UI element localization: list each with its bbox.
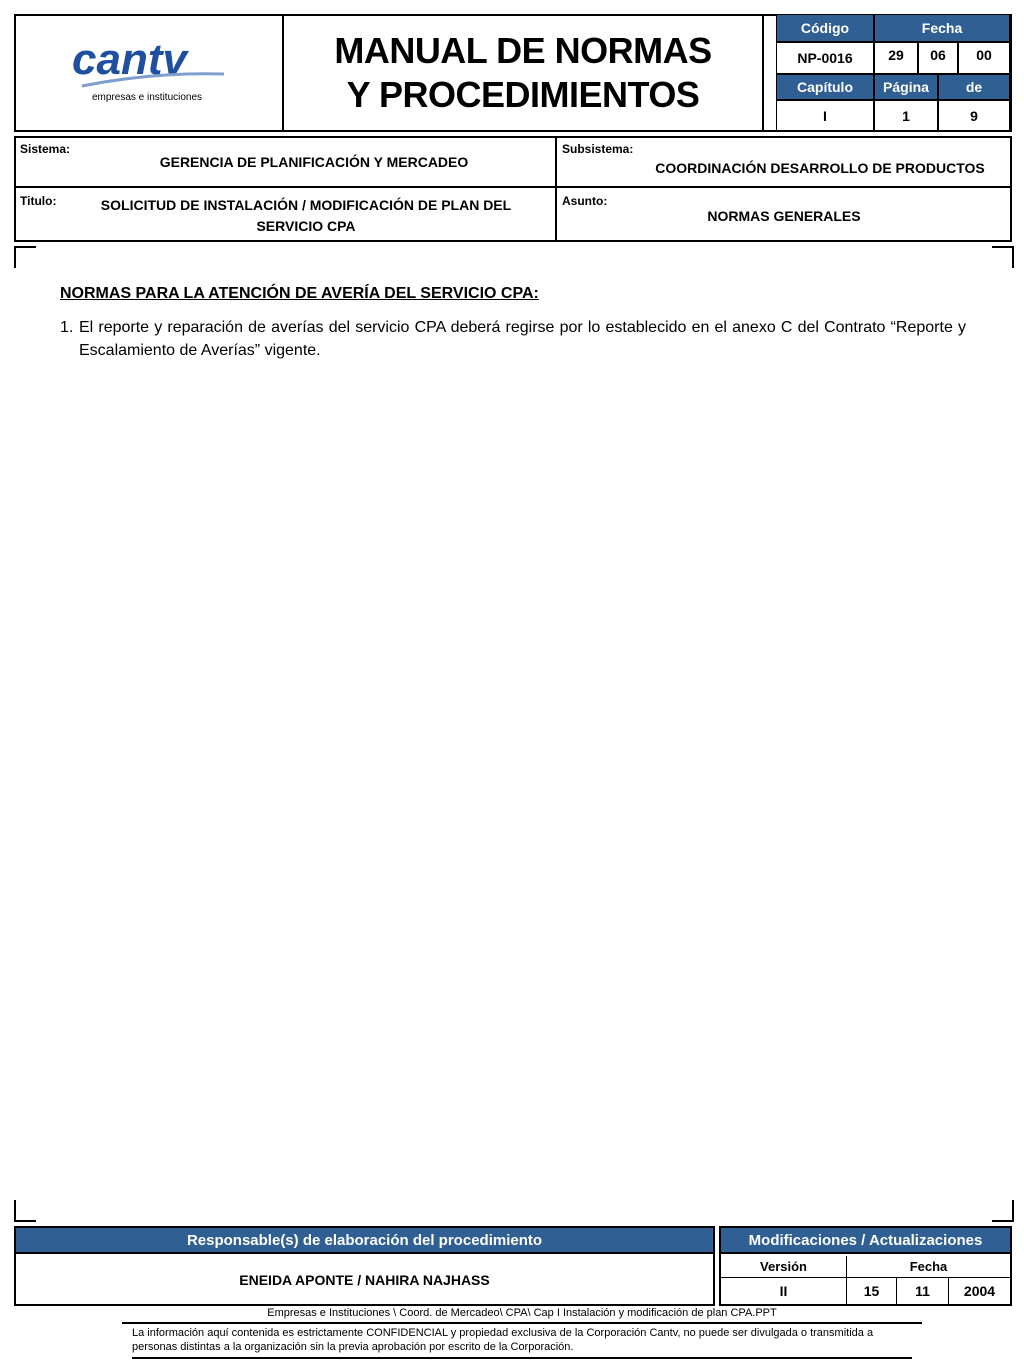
de-value: 9 [938,100,1010,132]
content-corner-top-right [992,246,1014,268]
document-title [284,14,764,132]
item-1-number: 1. [60,319,74,336]
footer-fecha-year: 2004 [963,1283,996,1299]
fecha-month: 06 [918,42,958,74]
content-corner-top-left [14,246,36,268]
fecha-year: 00 [958,42,1010,74]
sistema-label: Sistema: [20,142,71,156]
titulo-value-line-2: SERVICIO CPA [256,218,356,234]
titulo-value-line-1: SOLICITUD DE INSTALACIÓN / MODIFICACIÓN DE PLAN DEL [100,197,512,213]
version-label: Versión [721,1256,847,1278]
content-corner-bottom-right [992,1200,1014,1222]
asunto-value: NORMAS GENERALES [707,208,861,224]
pagina-label: Página [874,74,938,100]
codigo-label: Código [776,14,874,42]
item-1-text: El reporte y reparación de averías del servicio CPA deberá regirse por lo establecido en el anexo C del Contrato “Reporte y Escalamiento de Averías” vigente. [79,319,966,359]
content-corner-bottom-left [14,1200,36,1222]
content-heading: NORMAS PARA LA ATENCIÓN DE AVERÍA DEL SERVICIO CPA: [60,285,539,302]
footer-fecha-month: 11 [897,1278,949,1304]
title-line-1: MANUAL DE NORMAS [334,30,712,71]
fecha-day: 29 [874,42,918,74]
responsables-label: Responsable(s) de elaboración del procedimiento [16,1228,713,1254]
asunto-label: Asunto: [562,194,608,208]
responsables-value: ENEIDA APONTE / NAHIRA NAJHASS [239,1272,490,1288]
logo-wordmark: cantv [72,35,187,84]
capitulo-value: I [776,100,874,132]
version-value: II [721,1278,847,1304]
cantv-logo [72,32,232,92]
content-item-1 [60,316,966,362]
footer-fecha-day: 15 [847,1278,897,1304]
meta-area [776,14,1012,132]
de-label: de [938,74,1010,100]
titulo-label: Titulo: [20,194,57,208]
title-line-2: Y PROCEDIMIENTOS [346,74,700,115]
capitulo-label: Capítulo [776,74,874,100]
codigo-value: NP-0016 [776,42,874,74]
confidentiality-notice: La información aquí contenida es estrictamente CONFIDENCIAL y propiedad exclusiva de la Corporación Cantv, no puede ser divulgada o transmitida a personas distintas a la organización sin la previa aprobación por escrito de la Corporación. [132,1326,912,1359]
subsistema-label: Subsistema: [562,142,634,156]
info-divider-horizontal [14,186,1012,188]
titulo-value [70,195,542,237]
footer-fecha-label: Fecha [847,1256,1010,1278]
logo-tagline: empresas e instituciones [92,92,203,103]
subsistema-value: COORDINACIÓN DESARROLLO DE PRODUCTOS [655,160,985,176]
file-path: Empresas e Instituciones \ Coord. de Mercadeo\ CPA\ Cap I Instalación y modificación de plan CPA.PPT [122,1306,922,1324]
logo-cell [14,14,284,132]
modificaciones-label: Modificaciones / Actualizaciones [721,1228,1010,1254]
sistema-value: GERENCIA DE PLANIFICACIÓN Y MERCADEO [159,154,469,170]
pagina-value: 1 [874,100,938,132]
fecha-label: Fecha [874,14,1010,42]
